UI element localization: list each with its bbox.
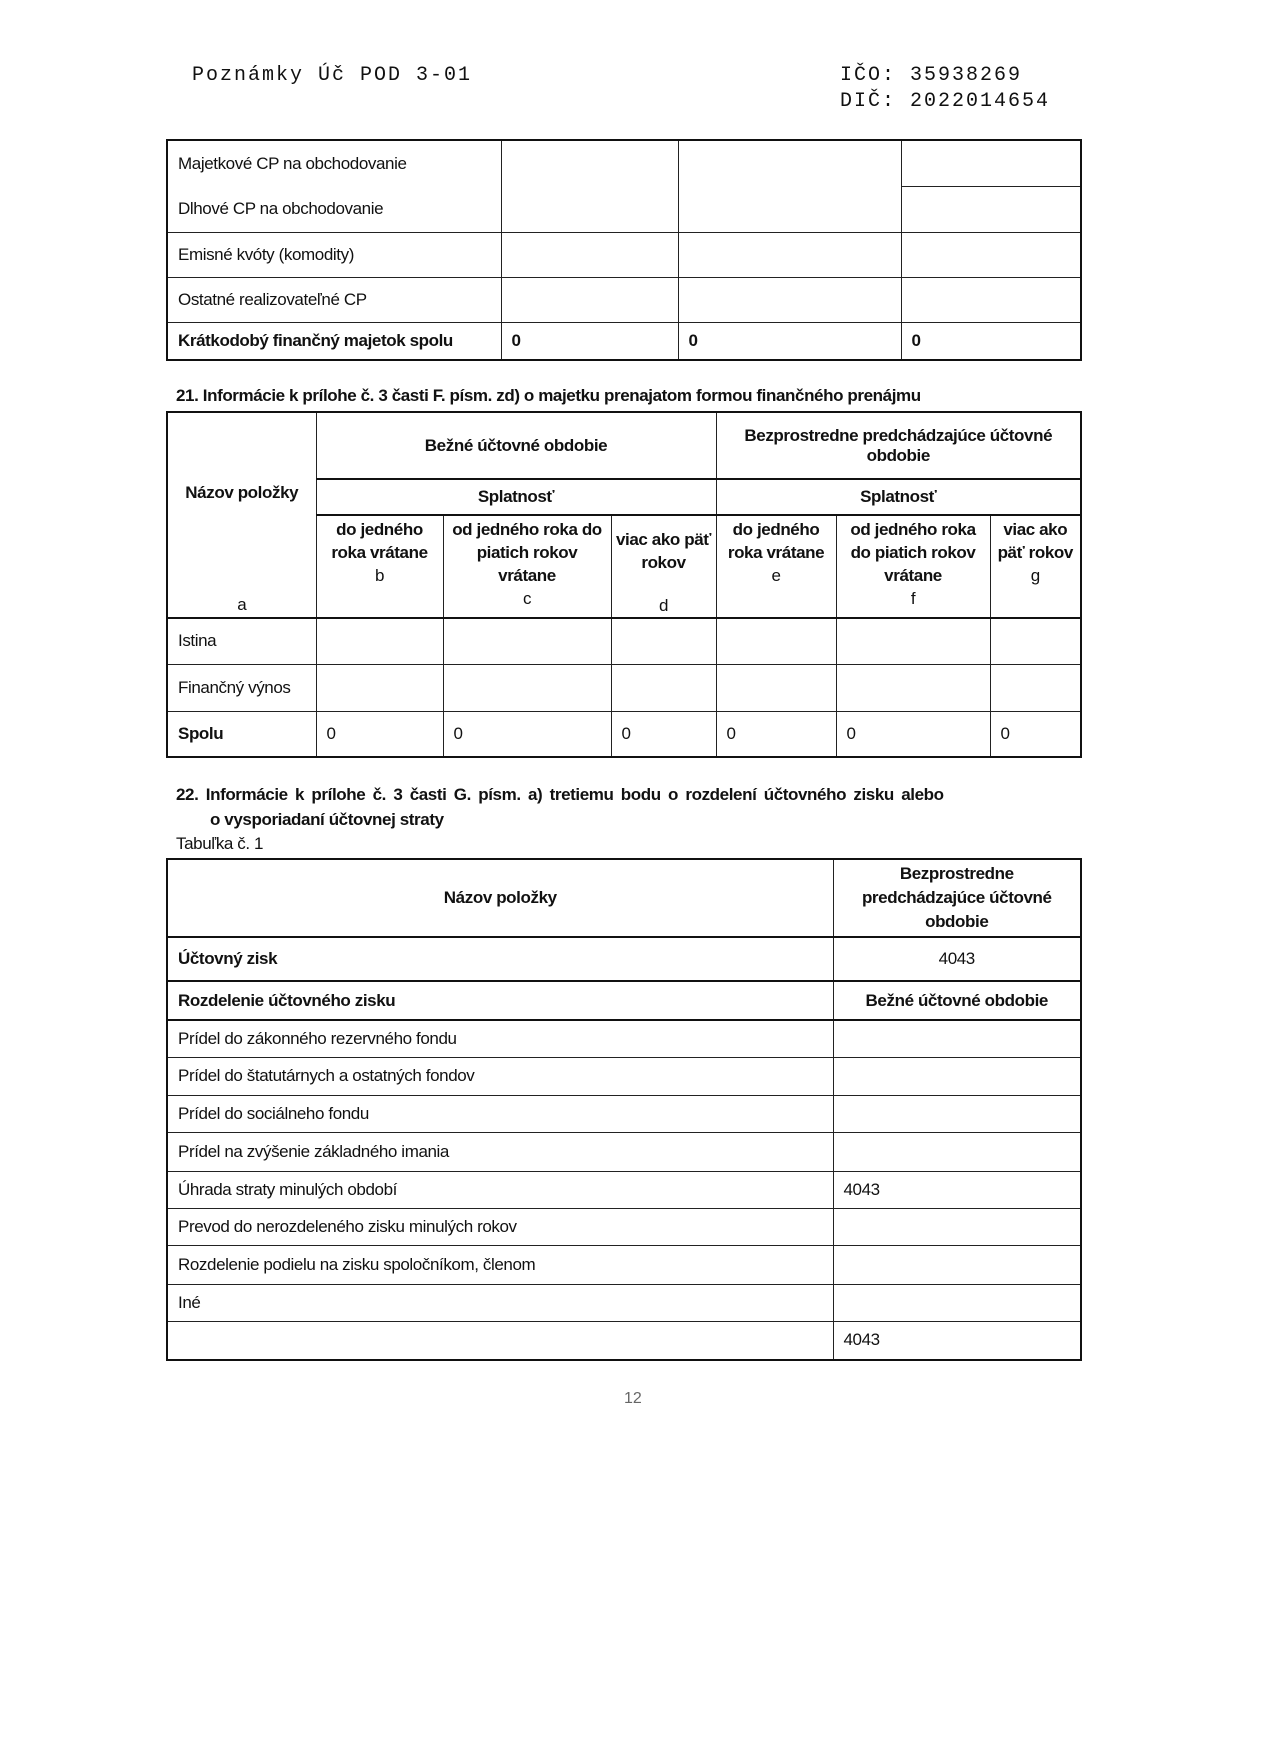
total-value: 0 — [716, 711, 836, 757]
total-value: 4043 — [833, 1321, 1081, 1360]
previous-period-header: Bezprostredne predchádzajúce účtovné obdobie — [716, 412, 1081, 479]
row-value — [833, 1245, 1081, 1284]
financial-lease-table — [166, 411, 1082, 758]
row-label: Finančný výnos — [167, 664, 316, 711]
total-value: 0 — [836, 711, 990, 757]
table-caption: Tabuľka č. 1 — [176, 834, 264, 853]
subcolumn-header: viac ako päť rokov — [997, 520, 1073, 562]
dic: DIČ: 2022014654 — [840, 90, 1051, 113]
row-label: Istina — [167, 618, 316, 664]
column-name-header: Názov položky — [167, 859, 833, 937]
total-value: 0 — [901, 322, 1081, 360]
total-value: 0 — [990, 711, 1081, 757]
subcolumn-header: od jedného roka do piatich rokov vrátane — [850, 520, 976, 585]
short-term-financial-assets-table — [166, 139, 1082, 361]
page-number: 12 — [624, 1390, 642, 1407]
maturity-header: Splatnosť — [716, 479, 1081, 515]
row-label: Dlhové CP na obchodovanie — [167, 186, 501, 232]
maturity-header: Splatnosť — [316, 479, 716, 515]
subcolumn-header: od jedného roka do piatich rokov vrátane — [452, 520, 602, 585]
total-value: 0 — [316, 711, 443, 757]
column-letter: b — [374, 566, 385, 585]
row-label: Prídel na zvýšenie základného imania — [167, 1132, 833, 1171]
row-value — [833, 1095, 1081, 1132]
profit-distribution-table — [166, 858, 1082, 1361]
total-label: Spolu — [167, 711, 316, 757]
total-value: 0 — [678, 322, 901, 360]
row-value — [833, 1057, 1081, 1095]
profit-value: 4043 — [833, 937, 1081, 981]
row-label: Ostatné realizovateľné CP — [167, 277, 501, 322]
document-title: Poznámky Úč POD 3-01 — [192, 64, 473, 87]
section-22-heading: 22. Informácie k prílohe č. 3 časti G. písm. a) tretiemu bodu o rozdelení účtovného zisku alebo — [176, 785, 944, 804]
subcolumn-header: do jedného roka vrátane — [331, 520, 428, 562]
row-label: Prídel do sociálneho fondu — [167, 1095, 833, 1132]
row-label: Prevod do nerozdeleného zisku minulých rokov — [167, 1208, 833, 1245]
column-letter: g — [1030, 566, 1040, 585]
column-letter: a — [237, 595, 247, 614]
total-value: 0 — [611, 711, 716, 757]
total-value: 0 — [501, 322, 678, 360]
row-label: Prídel do štatutárnych a ostatných fondov — [167, 1057, 833, 1095]
subcolumn-header: viac ako päť rokov — [616, 530, 712, 572]
column-letter: c — [522, 589, 532, 608]
row-value: 4043 — [833, 1171, 1081, 1208]
previous-period-header: Bezprostredne predchádzajúce účtovné obdobie — [833, 859, 1081, 937]
current-period-header: Bežné účtovné obdobie — [833, 981, 1081, 1020]
column-letter: d — [658, 596, 669, 615]
total-value: 0 — [443, 711, 611, 757]
ico: IČO: 35938269 — [840, 64, 1023, 87]
subcolumn-header: do jedného roka vrátane — [727, 520, 825, 562]
row-value — [833, 1284, 1081, 1321]
row-label: Prídel do zákonného rezervného fondu — [167, 1020, 833, 1057]
row-label: Majetkové CP na obchodovanie — [167, 140, 501, 186]
current-period-header: Bežné účtovné obdobie — [316, 412, 716, 479]
row-label: Iné — [167, 1284, 833, 1321]
section-21-heading: 21. Informácie k prílohe č. 3 časti F. písm. zd) o majetku prenajatom formou finančného prenájmu — [176, 386, 921, 405]
row-label: Úhrada straty minulých období — [167, 1171, 833, 1208]
row-label: Rozdelenie podielu na zisku spoločníkom, členom — [167, 1245, 833, 1284]
row-value — [833, 1020, 1081, 1057]
row-value — [833, 1208, 1081, 1245]
section-22-heading-cont: o vysporiadaní účtovnej straty — [210, 810, 444, 829]
column-name-header: Názov položky — [185, 483, 299, 502]
column-letter: f — [910, 589, 916, 608]
column-letter: e — [771, 566, 781, 585]
total-label: Krátkodobý finančný majetok spolu — [167, 322, 501, 360]
profit-label: Účtovný zisk — [167, 937, 833, 981]
row-label: Emisné kvóty (komodity) — [167, 232, 501, 277]
row-value — [833, 1132, 1081, 1171]
distribution-label: Rozdelenie účtovného zisku — [167, 981, 833, 1020]
